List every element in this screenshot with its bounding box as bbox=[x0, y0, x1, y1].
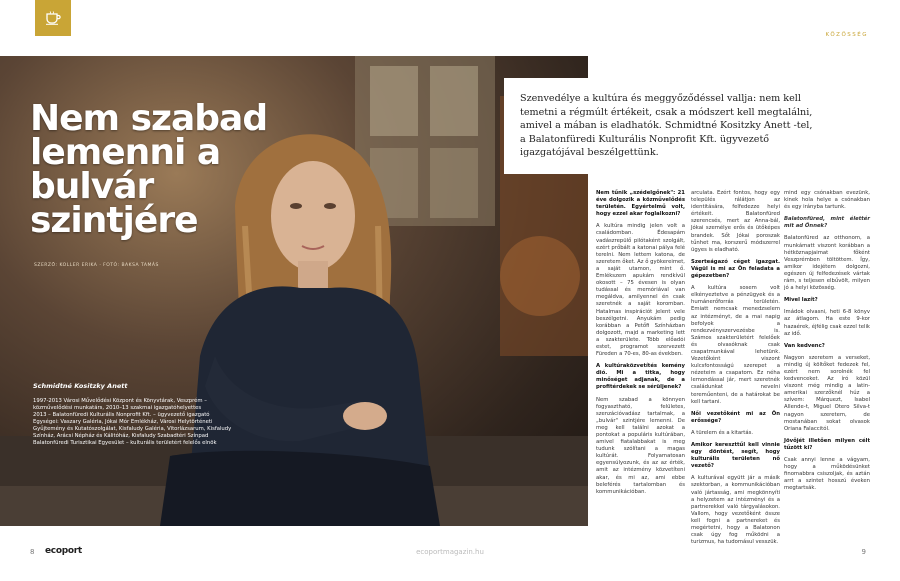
bio-line: 1997-2013 Városi Művelődési Központ és Könyvtárak, Veszprém – közművelődési munkatárs, 2010–13 szakmai igazgatóhelyettes bbox=[33, 398, 207, 411]
article-paragraph: arculata. Ezért fontos, hogy egy település rálátjon az identitására, felfedezze helyi értékeit. Balatonfüred szerencsés, mert az Anna-bál, Jókai személye erős és ütőképes brandek. Sőt Jókai poroszak tűnhet ma, korszerű módszerrel ügyes is eladható. bbox=[691, 190, 780, 253]
bio-line: Balatonfüredi Turisztikai Egyesület – kulturális területért felelős elnök bbox=[33, 440, 217, 446]
article-paragraph: A kultúra mindig jelen volt a családomban. Édesapám vadászrepülő pilótaként szolgált, ezért prőbált a katonai pálya felé terelni. Nem lettem katona, de szeretem őket. Az ő gyökereimet, a saját utamon, mint ő. Emlékszem apukám rendkívül okosott – 75 évesen is olyan tudással és memóriával van megáldva, amilyennel én csak szeretnék a saját koromban. Hatalmas inspirációt jelent vele beszélgetni. Anyukám pedig korábban a Petőfi Színházban dolgozott, majd a marketing lett a szakterülete. Több előadói estet, programot szervezett Füreden a 70-es, 80-as években. bbox=[596, 223, 685, 358]
interview-question: Balatonfüred, mint élettér mit ad Önnek? bbox=[784, 216, 870, 230]
bio-line: 2013 – Balatonfüredi Kulturális Nonprofit Kft. – ügyvezető igazgató bbox=[33, 412, 210, 418]
page-number-right: 9 bbox=[861, 548, 866, 556]
interview-question: Amikor kereszttűl kell vinnie egy döntést, segít, hogy kulturális területen nő vezető? bbox=[691, 442, 780, 470]
article-column-1 bbox=[596, 190, 685, 501]
interview-question: Szerteágazó céget igazgat. Vágül is mi az Ön feladata a gépezetben? bbox=[691, 258, 780, 280]
bio-name: Schmidtné Kositzky Anett bbox=[33, 382, 128, 390]
article-paragraph: A kulturával együtt jár a másik szektorban, a kommunikációban való jártasság, ami megkönnyíti a helyzetem az intézményi és a partnerekkel való tárgyalásokon. Vallom, hogy vezetőként össze kell fogni a partnereket és megértetni, hogy a Balatonon csak úgy fog működni a turizmus, ha tudomásul vesszük. bbox=[691, 475, 780, 546]
article-paragraph: Nagyon szeretem a verseket, mindig új költőket fedezek fel, ezért nem sorolnék fel kedvenceket. Az író közül viszont még mindig a latin-amerikai szerzőknél húz a szívem: Márquezt, Isabel Allende-t, Miguel Otero Silva-t nagyon szeretem, de mostanában sokat olvasok Oriana Falaccitól. bbox=[784, 354, 870, 432]
article-column-2 bbox=[691, 190, 780, 551]
article-paragraph: Nem szabad a könnyen fogyasztható, felületes, szenzációvadász tartalmak, a „bulvár" szintjére lemenni. De meg kell találni azokat a pontokat a populáris kultúrában, amivel fiatalabbakat is meg tudunk szólítani a magas kultúrát. Folyamatosan egyensúlyozunk, és az az érték, amit az intézmény közvetíteni akar, és mi az, ami ebbe beleférés tartalomban és kommunikációban. bbox=[596, 396, 685, 495]
coffee-cup-icon bbox=[44, 11, 62, 25]
interview-question: Van kedvenc? bbox=[784, 342, 825, 349]
article-paragraph: Imádok olvasni, heti 6-8 könyv az átlagom. Ha este 9-kor hazaérek, éjfélig csak ezzel telik az idő. bbox=[784, 309, 870, 337]
interview-question: Mivel lazít? bbox=[784, 297, 818, 304]
page-number-left: 8 bbox=[30, 548, 35, 556]
bio-box bbox=[33, 383, 243, 447]
interview-question: Nem tűnik „szédelgőnek": 21 éve dolgozik a közművelődés területén. Egyértelmű volt, hogy ezzel akar foglalkozni? bbox=[596, 190, 685, 218]
interview-question: A kultúraközvetítés kemény dió. Mi a titka, hogy minőséget adjanak, de a profitérdekek se sérüljenek? bbox=[596, 363, 685, 391]
interview-question: Jövőjét illetően milyen célt tűzött ki? bbox=[784, 437, 870, 451]
interview-question: Női vezetőként mi az Ön erőssége? bbox=[691, 410, 780, 424]
article-paragraph: Balatonfüred az otthonom, a munkámatt viszont korábban a hétköznapjaimat főként Veszprémben töltöttem. Így, amikor idejétem dolgozni, egészen új felfedezések vártak rám, s teljesen elbűvölt, milyen jó a helyi közösség. bbox=[784, 235, 870, 292]
footer-brand: ecoport bbox=[45, 546, 82, 556]
article-paragraph: mind egy csónakban evezünk, kinek hola helye a csónakban és egy irányba tartunk. bbox=[784, 190, 870, 211]
section-logo bbox=[35, 0, 71, 36]
headline: Nem szabad lemenni a bulvár szintjére bbox=[30, 98, 268, 241]
footer-url[interactable]: ecoportmagazin.hu bbox=[416, 548, 484, 556]
article-paragraph: A türelem és a kitartás. bbox=[691, 429, 754, 436]
byline: SZERZŐ: KOLLER ERIKA · FOTÓ: BAKSA TAMÁS bbox=[34, 263, 159, 268]
article-paragraph: A kultúra sosem volt elkényeztetve a pénzügyek és a humánerőforrás területén. Emiatt nemcsak menedzselem az intézményt, de a mai napig befolyok a rendezvényszervezésbe is. Számos szakterületért felelőek és olvasóknak csak csapatmunkával lehetünk. Vezetőként viszont kulcsfontosságú szerepet a nézeteim a csapatom. Ez néha lemondással jár, mert szeretnék családunkat nevelni tereműenteni, de a határokat be kell tartani. bbox=[691, 285, 780, 405]
article-paragraph: Csak annyi lenne a vágyam, hogy a működésünket finomabbra csiszoljak, és aztán arrt a szintet hosszú éveken megtartsák. bbox=[784, 457, 870, 492]
section-label: KÖZÖSSÉG bbox=[825, 32, 868, 38]
bio-line: Egységei: Vaszary Galéria, Jókai Mór Emlékház, Városi Helytörténeti Gyűjtemény és Kutatószolgálat, Kisfaludy Galéria, Vitorlázsarum, Kisfaludy Színház, Arácsi Népház és Kálitóház, Kisfaludy Szabadtéri Színpad bbox=[33, 419, 232, 439]
intro-lead: Szenvedélye a kultúra és meggyőződéssel vallja: nem kell temetni a régmúlt értékeit, csak a módszert kell megtalálni, amivel a mában is eladhatók. Schmidtné Kositzky Anett -tel, a Balatonfüredi Kulturális Nonprofit Kft. ügyvezető igazgatójával beszélgettünk. bbox=[504, 78, 836, 174]
article-column-3 bbox=[784, 190, 870, 497]
